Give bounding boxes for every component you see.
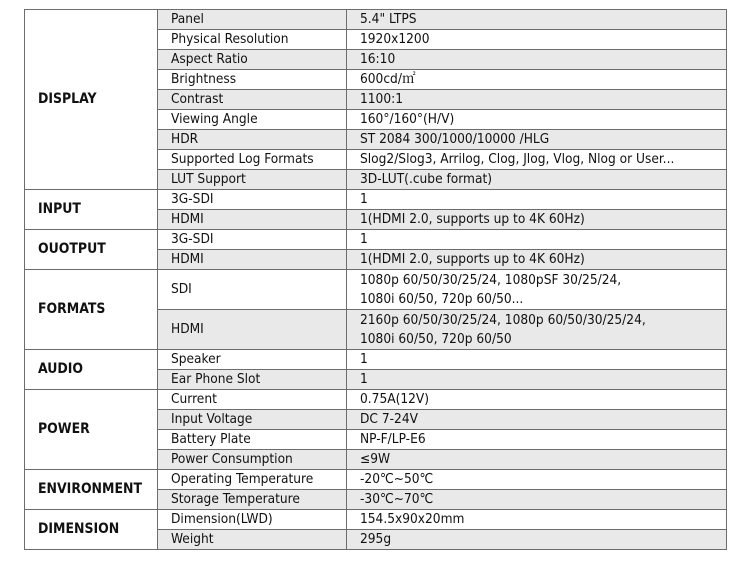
- spec-value: 3D-LUT(.cube format): [347, 170, 727, 190]
- category-power: POWER: [25, 390, 158, 470]
- spec-value: 1(HDMI 2.0, supports up to 4K 60Hz): [347, 210, 727, 230]
- table-row: [25, 270, 727, 310]
- spec-label: Supported Log Formats: [158, 150, 347, 170]
- spec-value: 1100:1: [347, 90, 727, 110]
- spec-label: 3G-SDI: [158, 190, 347, 210]
- spec-label: SDI: [158, 270, 347, 310]
- table-row: [25, 510, 727, 530]
- spec-label: Operating Temperature: [158, 470, 347, 490]
- spec-label: HDMI: [158, 210, 347, 230]
- spec-label: Ear Phone Slot: [158, 370, 347, 390]
- spec-label: Input Voltage: [158, 410, 347, 430]
- spec-value: 1: [347, 190, 727, 210]
- spec-value: 1920x1200: [347, 30, 727, 50]
- category-input: INPUT: [25, 190, 158, 230]
- spec-value: -30℃~70℃: [347, 490, 727, 510]
- table-row: [25, 190, 727, 210]
- table-row: [25, 10, 727, 30]
- spec-value: 0.75A(12V): [347, 390, 727, 410]
- category-display: DISPLAY: [25, 10, 158, 190]
- spec-value: 1(HDMI 2.0, supports up to 4K 60Hz): [347, 250, 727, 270]
- spec-value: [347, 310, 727, 350]
- spec-value: 1: [347, 350, 727, 370]
- spec-label: Aspect Ratio: [158, 50, 347, 70]
- category-output: OUOTPUT: [25, 230, 158, 270]
- spec-label: Panel: [158, 10, 347, 30]
- spec-value-line: 1080i 60/50, 720p 60/50: [360, 330, 512, 347]
- spec-value-line: 1080i 60/50, 720p 60/50...: [360, 290, 524, 307]
- category-audio: AUDIO: [25, 350, 158, 390]
- spec-label: Speaker: [158, 350, 347, 370]
- spec-label: HDMI: [158, 250, 347, 270]
- spec-value-line: 1080p 60/50/30/25/24, 1080pSF 30/25/24,: [360, 271, 622, 288]
- spec-label: Brightness: [158, 70, 347, 90]
- spec-label: Power Consumption: [158, 450, 347, 470]
- spec-label: Battery Plate: [158, 430, 347, 450]
- spec-value: 295g: [347, 530, 727, 550]
- spec-label: Storage Temperature: [158, 490, 347, 510]
- spec-value: ST 2084 300/1000/10000 /HLG: [347, 130, 727, 150]
- table-row: [25, 470, 727, 490]
- spec-value: 5.4" LTPS: [347, 10, 727, 30]
- spec-value: -20℃~50℃: [347, 470, 727, 490]
- spec-label: Dimension(LWD): [158, 510, 347, 530]
- table-row: [25, 390, 727, 410]
- spec-label: Current: [158, 390, 347, 410]
- spec-value: 600cd/㎡: [347, 70, 727, 90]
- spec-label: HDMI: [158, 310, 347, 350]
- spec-label: 3G-SDI: [158, 230, 347, 250]
- spec-label: Viewing Angle: [158, 110, 347, 130]
- category-dimension: DIMENSION: [25, 510, 158, 550]
- category-environment: ENVIRONMENT: [25, 470, 158, 510]
- spec-label: Physical Resolution: [158, 30, 347, 50]
- spec-value: ≤9W: [347, 450, 727, 470]
- spec-value: 160°/160°(H/V): [347, 110, 727, 130]
- spec-value: 1: [347, 370, 727, 390]
- spec-value-line: 2160p 60/50/30/25/24, 1080p 60/50/30/25/24,: [360, 311, 646, 328]
- spec-value: 1: [347, 230, 727, 250]
- spec-value: [347, 270, 727, 310]
- spec-value: DC 7-24V: [347, 410, 727, 430]
- spec-value: Slog2/Slog3, Arrilog, Clog, Jlog, Vlog, Nlog or User...: [347, 150, 727, 170]
- category-formats: FORMATS: [25, 270, 158, 350]
- spec-table: [24, 9, 727, 550]
- spec-label: HDR: [158, 130, 347, 150]
- spec-value: 16:10: [347, 50, 727, 70]
- spec-value: NP-F/LP-E6: [347, 430, 727, 450]
- spec-label: LUT Support: [158, 170, 347, 190]
- table-row: [25, 350, 727, 370]
- spec-label: Contrast: [158, 90, 347, 110]
- spec-label: Weight: [158, 530, 347, 550]
- spec-value: 154.5x90x20mm: [347, 510, 727, 530]
- table-row: [25, 230, 727, 250]
